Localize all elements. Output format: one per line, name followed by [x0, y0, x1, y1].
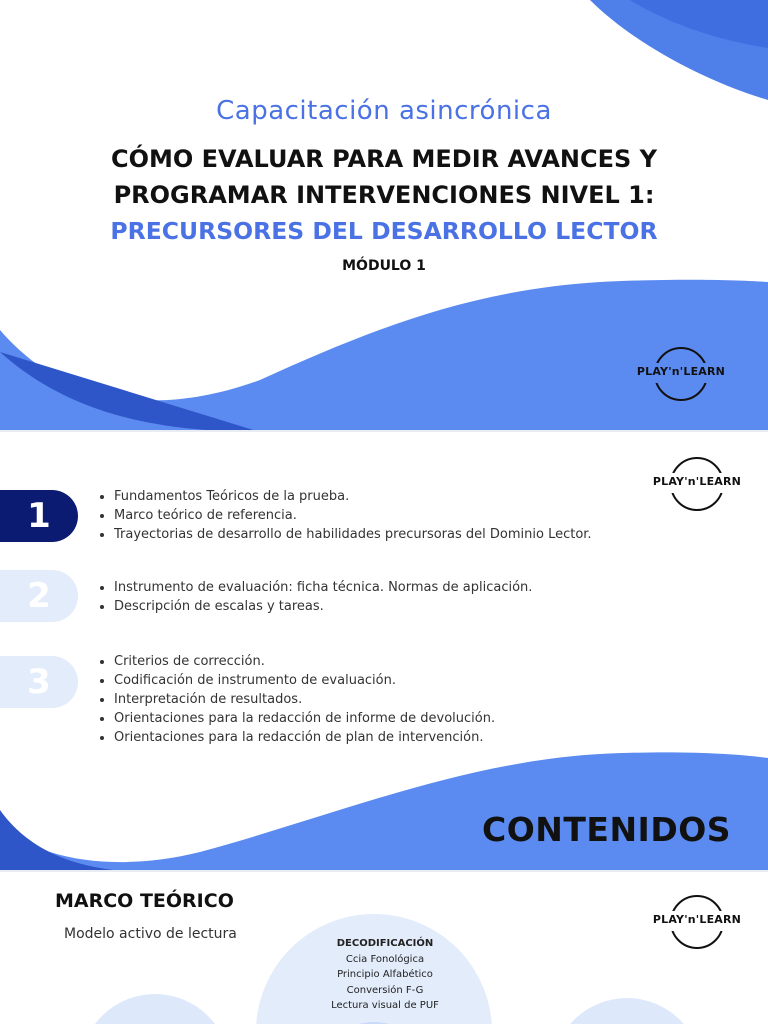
contents-heading: CONTENIDOS: [482, 810, 732, 849]
decoding-heading: DECODIFICACIÓN: [336, 938, 434, 949]
cover-page: [0, 0, 768, 432]
left-circle: [80, 994, 230, 1024]
list-item: • Criterios de corrección.: [114, 652, 768, 671]
cover-subtitle: Capacitación asincrónica: [216, 96, 552, 126]
contents-page: [0, 432, 768, 872]
cover-title-line-3: PRECURSORES DEL DESARROLLO LECTOR: [110, 217, 658, 245]
list-item: • Orientaciones para la redacción de plan de intervención.: [114, 728, 768, 747]
playnlearn-logo: [636, 342, 726, 406]
list-item: • Fundamentos Teóricos de la prueba.: [114, 487, 768, 506]
right-circle: [552, 998, 702, 1024]
section-3-list: [96, 652, 768, 747]
playnlearn-logo: [652, 890, 742, 954]
decoding-item: Conversión F-G: [346, 984, 424, 996]
decoding-block: [290, 936, 480, 1014]
section-2-list: [96, 578, 768, 616]
list-item: • Trayectorias de desarrollo de habilidades precursoras del Dominio Lector.: [114, 525, 768, 544]
section-1-list: [96, 487, 768, 544]
section-number-3: 3: [0, 656, 78, 708]
decoding-item: Principio Alfabético: [337, 969, 433, 980]
list-item: • Descripción de escalas y tareas.: [114, 597, 768, 616]
list-item: • Instrumento de evaluación: ficha técnica. Normas de aplicación.: [114, 578, 768, 597]
cover-title-line-2: PROGRAMAR INTERVENCIONES NIVEL 1:: [113, 181, 655, 209]
module-label: MÓDULO 1: [342, 258, 426, 274]
logo-text: PLAY'n'LEARN: [652, 475, 742, 488]
logo-text: PLAY'n'LEARN: [636, 365, 726, 378]
section-number-2: 2: [0, 570, 78, 622]
section-number-1: 1: [0, 490, 78, 542]
list-item: • Orientaciones para la redacción de informe de devolución.: [114, 709, 768, 728]
decoding-item: Lectura visual de PUF: [331, 1000, 439, 1011]
list-item: • Marco teórico de referencia.: [114, 506, 768, 525]
cover-title-line-1: CÓMO EVALUAR PARA MEDIR AVANCES Y: [110, 145, 658, 173]
list-item: • Interpretación de resultados.: [114, 690, 768, 709]
theory-page: [0, 872, 768, 1024]
logo-text: PLAY'n'LEARN: [652, 913, 742, 926]
theory-title: MARCO TEÓRICO: [55, 890, 234, 912]
theory-subtitle: Modelo activo de lectura: [64, 926, 237, 942]
list-item: • Codificación de instrumento de evaluación.: [114, 671, 768, 690]
decoding-item: Ccia Fonológica: [345, 953, 425, 965]
